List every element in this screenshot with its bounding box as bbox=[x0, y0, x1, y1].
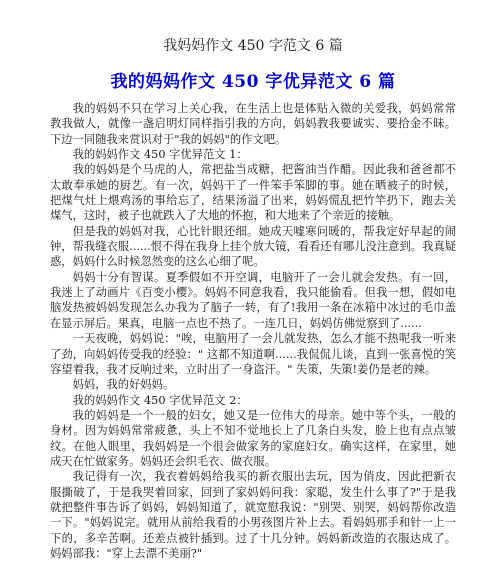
paragraph: 我的妈妈是个马虎的人，常把盐当成糖，把酱油当作醋。因此我和爸爸都不太敢奉承她的厨艺。有一次，妈妈干了一件笨手笨脚的事。她在晒被子的时候，把煤气灶上煨鸡汤的事给忘了，结果汤溢了出来，妈妈慌乱把竹竿扔下，跑去关煤气，这时，被子也就跌入了大地的怀抱，和大地来了个亲近的接触。 bbox=[50, 163, 456, 223]
section-heading-2: 我的妈妈作文 450 字优异范文 2： bbox=[72, 393, 248, 407]
paragraph: 我记得有一次，我衣着妈妈给我买的新衣服出去玩，因为俏皮，因此把新衣服撕破了，于是我哭着回家，回到了家妈妈问我：家聪，发生什么事了?"于是我就把整件事告诉了妈妈，妈妈知道了，就宽慰我说："别哭、别哭，妈妈帮你改造一下。"妈妈说完。就用从前给我看的小男孩图片补上去。看妈妈那手和针一上一下的，多辛苦啊。还差点被针插到。过了十几分钟。妈妈新改造的衣服达成了。妈妈部我："穿上去漂不美丽?" bbox=[50, 470, 456, 560]
page-header-title: 我妈妈作文 450 字范文 6 篇 bbox=[163, 38, 343, 54]
paragraph: 一天夜晚，妈妈说："唉，电脑用了一会儿就发热，怎么才能不热呢我一听来了劲，向妈妈传受我的经验：" 这都不知道啊......我侃侃儿谈，直到一张喜悦的笑容望着我，我才反响过来，立时出了一身盗汗。" 失策，失策!姜仍是老的辣。 bbox=[50, 332, 456, 376]
article-title: 我的妈妈作文 450 字优异范文 6 篇 bbox=[110, 72, 396, 92]
paragraph: 但是我的妈妈对我，心比针眼还细。她成天嘘寒问暖的，帮我定好早起的闹钟，帮我缝衣服......恨不得在我身上挂个放大镜，看看还有哪儿没注意到。我真疑惑，妈妈什么时候忽然变的这么心细了呢。 bbox=[50, 224, 456, 269]
intro-paragraph: 我的妈妈不只在学习上关心我，在生活上也是体贴入微的关爱我，妈妈常常教我做人，就像一盏启明灯同样指引我的方向，妈妈教我要诚实、要拾金不昧。下边一同随我来赏识对于"我的妈妈"的作文吧。 bbox=[50, 102, 456, 146]
paragraph: 妈妈十分有智谋。夏季假如不开空调，电脑开了一会儿就会发热。有一回，我迷上了动画片《百变小樱》。妈妈不同意我看，我只能偷看。但我一想，假如电脑发热被妈妈发现怎么办我为了脑子一转，有了!我用一条在冰箱中冰过的毛巾盖在显示屏后。果真，电脑一点也不热了。一连几日，妈妈仿佛觉察到了...... bbox=[50, 270, 456, 330]
article-body bbox=[50, 101, 456, 561]
paragraph: 我的妈妈是一个一般的妇女，她又是一位伟大的母亲。她中等个头，一般的身材。因为妈妈常常疲惫，头上不知不觉地长上了几条白头发，脸上也有点点皱纹。在他人眼里，我妈妈是一个很会做家务的家庭妇女。确实这样，在家里，她成天在忙做家务。妈妈还会织毛衣、做衣服。 bbox=[50, 408, 456, 468]
paragraph: 妈妈，我的好妈妈。 bbox=[72, 378, 175, 392]
section-heading-1: 我的妈妈作文 450 字优异范文 1： bbox=[72, 148, 248, 162]
